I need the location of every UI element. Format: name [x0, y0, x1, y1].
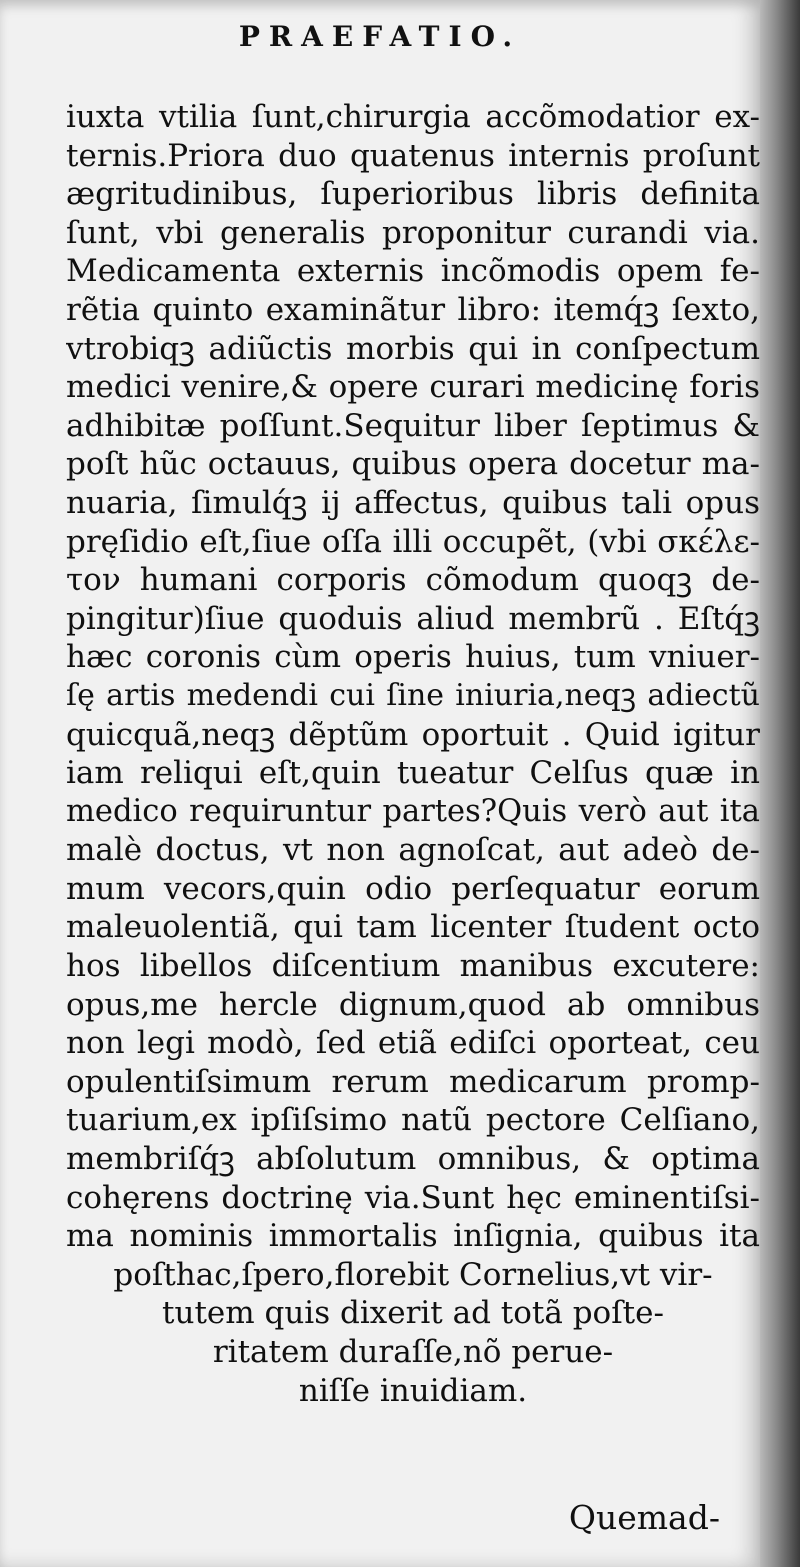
book-spine-shadow [760, 0, 800, 1567]
text-line: vtrobiqꝫ adiũctis morbis qui in conſpectum [66, 330, 760, 367]
text-line: poſt hũc octauus, quibus opera docetur ma- [66, 446, 760, 483]
text-line: maleuolentiã, qui tam licenter ſtudent octo [66, 909, 760, 946]
preface-text-block [66, 98, 760, 1410]
text-line: opus,me hercle dignum,quod ab omnibus [66, 986, 760, 1023]
text-line: poſthac,ſpero,florebit Cornelius,vt vir- [113, 1256, 713, 1293]
text-line: opulentiſsimum rerum medicarum promp- [66, 1063, 760, 1100]
text-line: hæc coronis cùm operis huius, tum vniuer- [66, 639, 760, 676]
text-line: non legi modò, ſed etiã ediſci oporteat, ceu [66, 1025, 760, 1062]
text-line: ægritudinibus, ſuperioribus libris definita [66, 176, 760, 213]
text-line: tuarium,ex ipſiſsimo natũ pectore Celſiano, [66, 1102, 760, 1139]
text-line: ritatem duraſſe,nõ perue- [212, 1334, 614, 1370]
text-line: τον humani corporis cõmodum quoqꝫ de- [66, 562, 760, 599]
text-line: ternis.Priora duo quatenus internis proſunt [66, 137, 760, 174]
text-line: tutem quis dixerit ad totã poſte- [162, 1295, 664, 1332]
text-line: cohęrens doctrinę via.Sunt hęc eminentiſsi- [66, 1179, 760, 1216]
text-line: adhibitæ poſſunt.Sequitur liber ſeptimus & [66, 407, 760, 444]
text-line: ma nominis immortalis inſignia, quibus ita [66, 1218, 760, 1255]
catchword: Quemad- [568, 1498, 720, 1537]
text-line: niſſe inuidiam. [298, 1372, 528, 1409]
text-line: hos libellos diſcentium manibus excutere: [66, 948, 760, 985]
text-line: iuxta vtilia ſunt,chirurgia accõmodatior ex- [66, 99, 760, 135]
text-line: pręſidio eſt,ſiue oſſa illi occupẽt, (vbi σκέλε- [66, 523, 760, 560]
text-line: membriſq́ꝫ abſolutum omnibus, & optima [66, 1141, 760, 1178]
text-line: Medicamenta externis incõmodis opem fe- [66, 253, 760, 290]
text-line: nuaria, ſimulq́ꝫ ij affectus, quibus tali opus [66, 484, 760, 521]
text-line: ſę artis medendi cui ſine iniuria,neqꝫ adiectũ [66, 677, 760, 713]
text-line: pingitur)ſiue quoduis aliud membrũ . Eſtq́ꝫ [66, 600, 760, 637]
text-line: quicquã,neqꝫ dẽptũm oportuit . Quid igitur [66, 716, 760, 753]
text-line: iam reliqui eſt,quin tueatur Celſus quæ in [66, 755, 760, 792]
text-line: malè doctus, vt non agnoſcat, aut adeò de- [66, 832, 760, 869]
text-line: mum vecors,quin odio perſequatur eorum [66, 870, 760, 907]
text-line: medici venire,& opere curari medicinę foris [66, 369, 760, 406]
text-line: rẽtia quinto examinãtur libro: itemq́ꝫ ſexto, [66, 291, 760, 328]
text-line: medico requiruntur partes?Quis verò aut ita [66, 793, 760, 829]
running-head: PRAEFATIO. [238, 20, 522, 53]
text-line: ſunt, vbi generalis proponitur curandi via. [66, 214, 760, 251]
